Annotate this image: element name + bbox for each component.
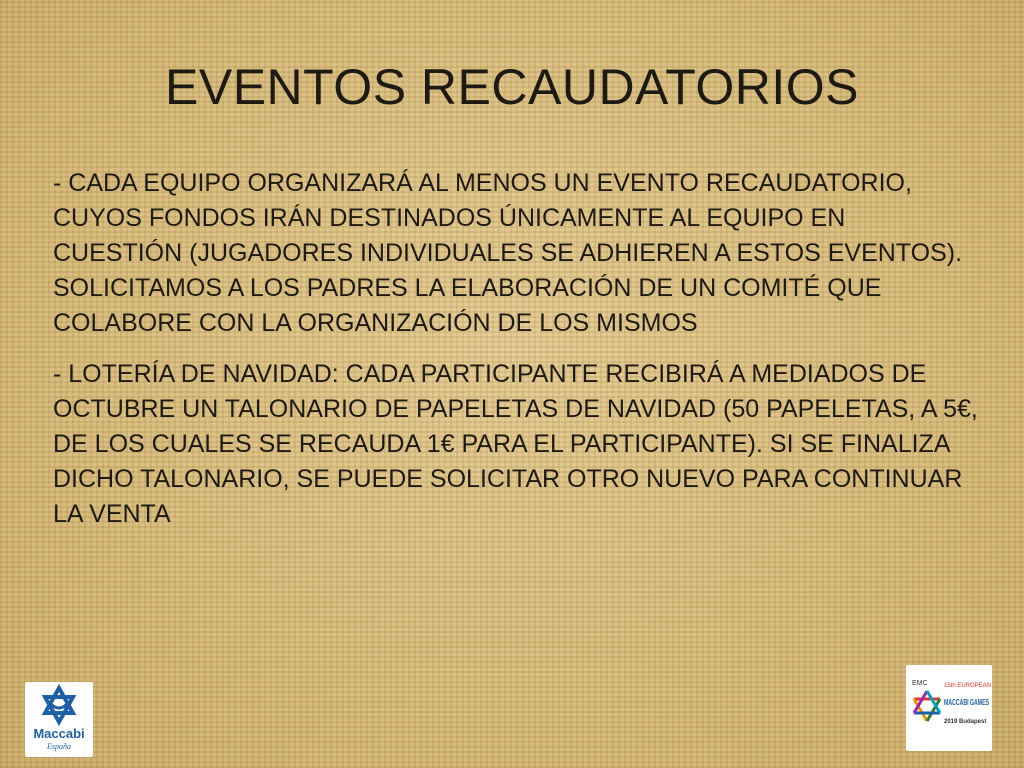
colorful-star-icon [914, 691, 940, 721]
games-year-label: 2019 Budapest [944, 719, 987, 725]
paragraph-fundraising-events: - CADA EQUIPO ORGANIZARÁ AL MENOS UN EVENTO RECAUDATORIO, CUYOS FONDOS IRÁN DESTINADOS ÚNICAMENTE AL EQUIPO EN CUESTIÓN (JUGADORES INDIVIDUALES SE ADHIEREN A ESTOS EVENTOS). SOLICITAMOS A LOS PADRES LA ELABORACIÓN DE UN COMITÉ QUE COLABORE CON LA ORGANIZACIÓN DE LOS MISMOS [53, 169, 963, 337]
slide-title: EVENTOS RECAUDATORIOS [165, 59, 859, 115]
maccabi-logo-text: Maccabi [33, 726, 85, 741]
maccabi-espana-logo [25, 682, 93, 757]
star-of-david-icon [45, 688, 73, 722]
games-edition-label: 15th EUROPEAN [944, 683, 992, 689]
maccabi-logo-subtitle: España [47, 742, 71, 751]
games-name-label: MACCABI GAMES [944, 698, 990, 707]
slide-body [53, 166, 978, 548]
paragraph-christmas-lottery: - LOTERÍA DE NAVIDAD: CADA PARTICIPANTE RECIBIRÁ A MEDIADOS DE OCTUBRE UN TALONARIO DE PAPELETAS DE NAVIDAD (50 PAPELETAS, A 5€, DE LOS CUALES SE RECAUDA 1€ PARA EL PARTICIPANTE). SI SE FINALIZA DICHO TALONARIO, SE PUEDE SOLICITAR OTRO NUEVO PARA CONTINUAR LA VENTA [53, 360, 978, 528]
european-maccabi-games-logo [906, 665, 992, 751]
emc-label: EMC [912, 680, 928, 687]
